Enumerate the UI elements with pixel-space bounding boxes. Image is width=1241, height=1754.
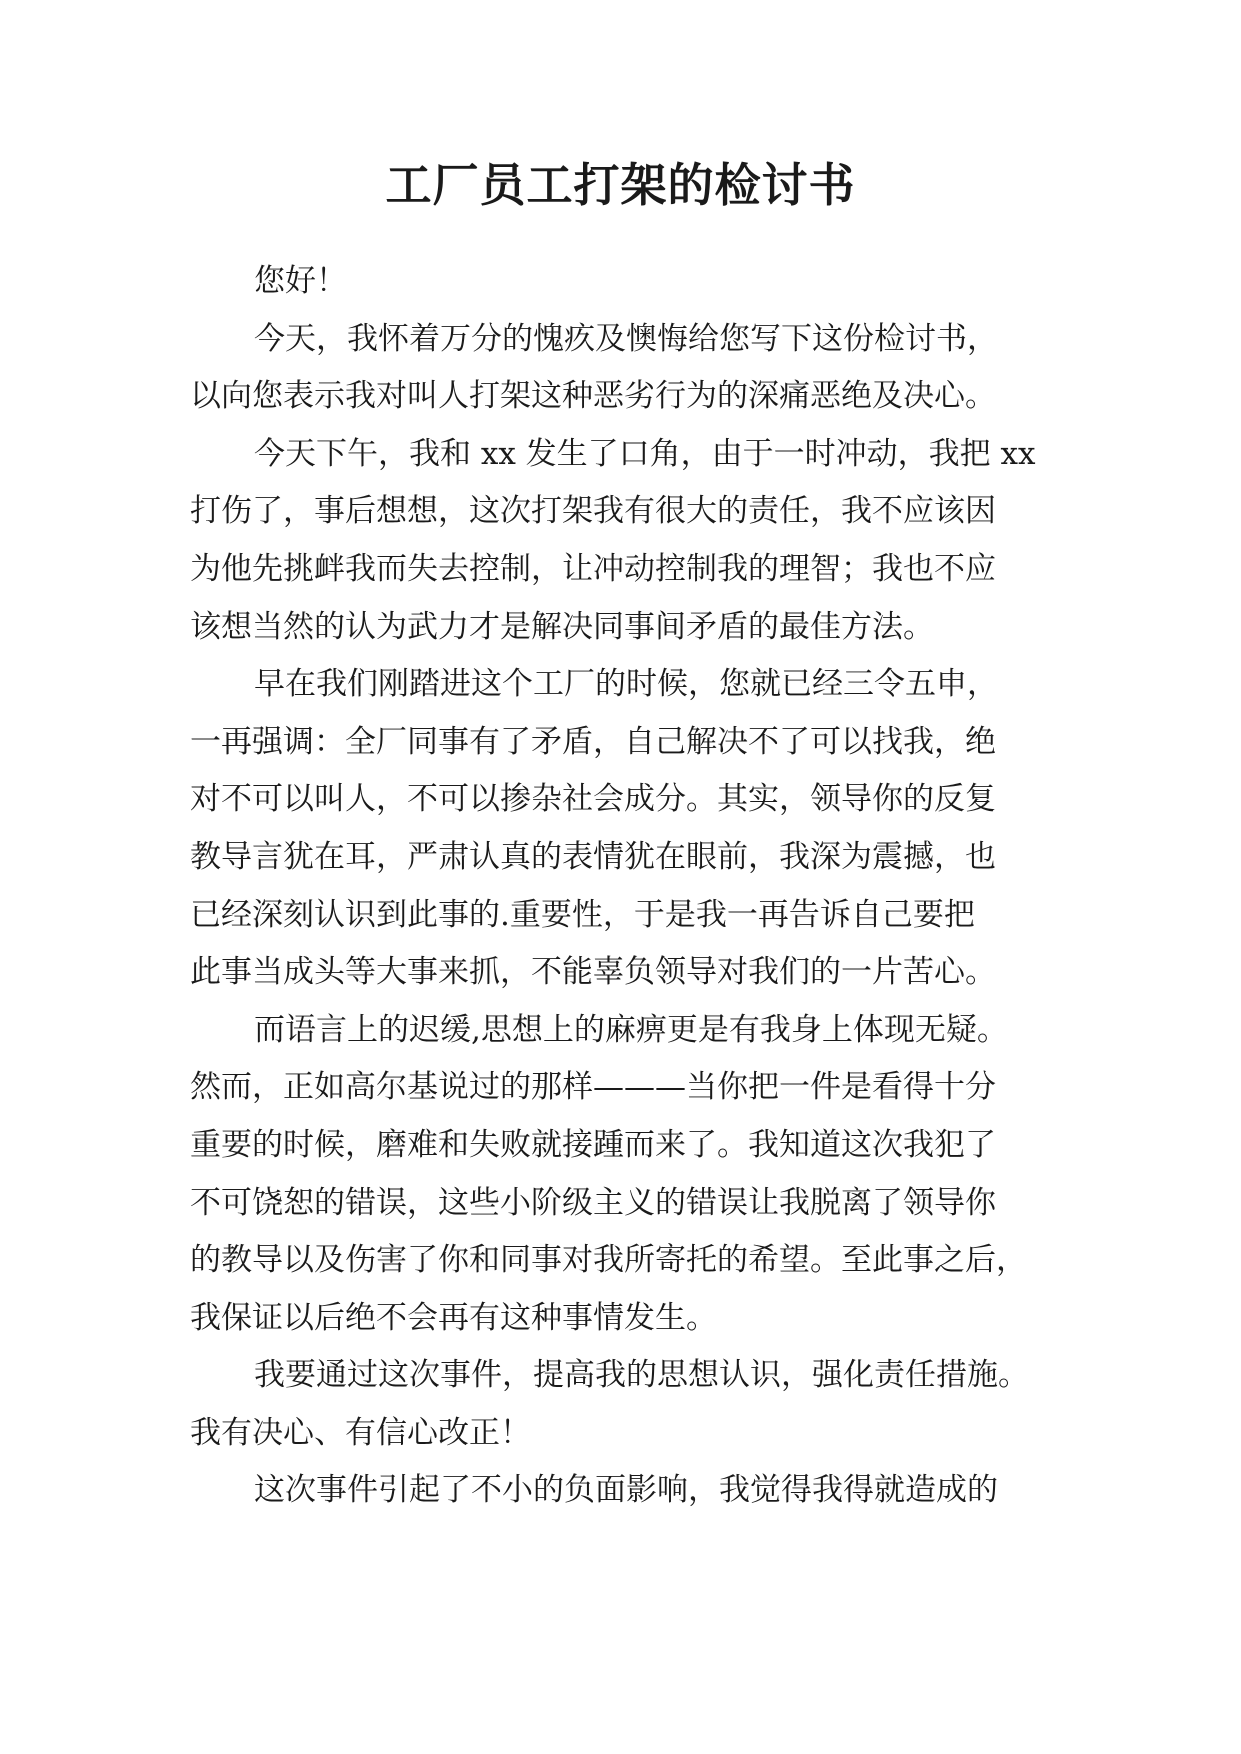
text-line: 一再强调：全厂同事有了矛盾，自己解决不了可以找我，绝 (190, 723, 996, 760)
text-line: 早在我们刚踏进这个工厂的时候，您就已经三令五申， (254, 666, 998, 703)
text-line: 以向您表示我对叫人打架这种恶劣行为的深痛恶绝及决心。 (190, 378, 996, 415)
greeting-line: 您好！ (254, 263, 347, 299)
text-line: 这次事件引起了不小的负面影响，我觉得我得就造成的 (254, 1472, 998, 1509)
text-line: 已经深刻认识到此事的.重要性，于是我一再告诉自己要把 (190, 896, 975, 933)
text-line: 而语言上的迟缓,思想上的麻痹更是有我身上体现无疑。 (254, 1011, 1008, 1048)
text-line: 对不可以叫人，不可以掺杂社会成分。其实，领导你的反复 (190, 781, 996, 818)
text-line: 打伤了，事后想想，这次打架我有很大的责任，我不应该因 (190, 493, 996, 530)
text-line: 为他先挑衅我而失去控制，让冲动控制我的理智；我也不应 (190, 550, 996, 587)
text-line: 今天下午，我和 xx 发生了口角，由于一时冲动，我把 xx (254, 435, 1036, 472)
text-line: 我保证以后绝不会再有这种事情发生。 (190, 1299, 717, 1336)
text-line: 教导言犹在耳，严肃认真的表情犹在眼前，我深为震撼，也 (190, 838, 996, 875)
text-line: 不可饶恕的错误，这些小阶级主义的错误让我脱离了领导你 (190, 1184, 996, 1221)
text-line: 重要的时候，磨难和失败就接踵而来了。我知道这次我犯了 (190, 1126, 996, 1163)
text-line: 今天，我怀着万分的愧疚及懊悔给您写下这份检讨书， (254, 320, 998, 357)
document-title: 工厂员工打架的检讨书 (385, 158, 856, 212)
text-line: 然而，正如高尔基说过的那样———当你把一件是看得十分 (190, 1069, 996, 1106)
text-line: 该想当然的认为武力才是解决同事间矛盾的最佳方法。 (190, 608, 934, 645)
text-line: 我要通过这次事件，提高我的思想认识，强化责任措施。 (254, 1357, 1029, 1394)
document-body (190, 253, 1050, 1520)
text-line: 此事当成头等大事来抓，不能辜负领导对我们的一片苦心。 (190, 954, 996, 991)
text-line: 的教导以及伤害了你和同事对我所寄托的希望。至此事之后， (190, 1242, 1027, 1279)
text-line: 我有决心、有信心改正！ (190, 1414, 531, 1451)
